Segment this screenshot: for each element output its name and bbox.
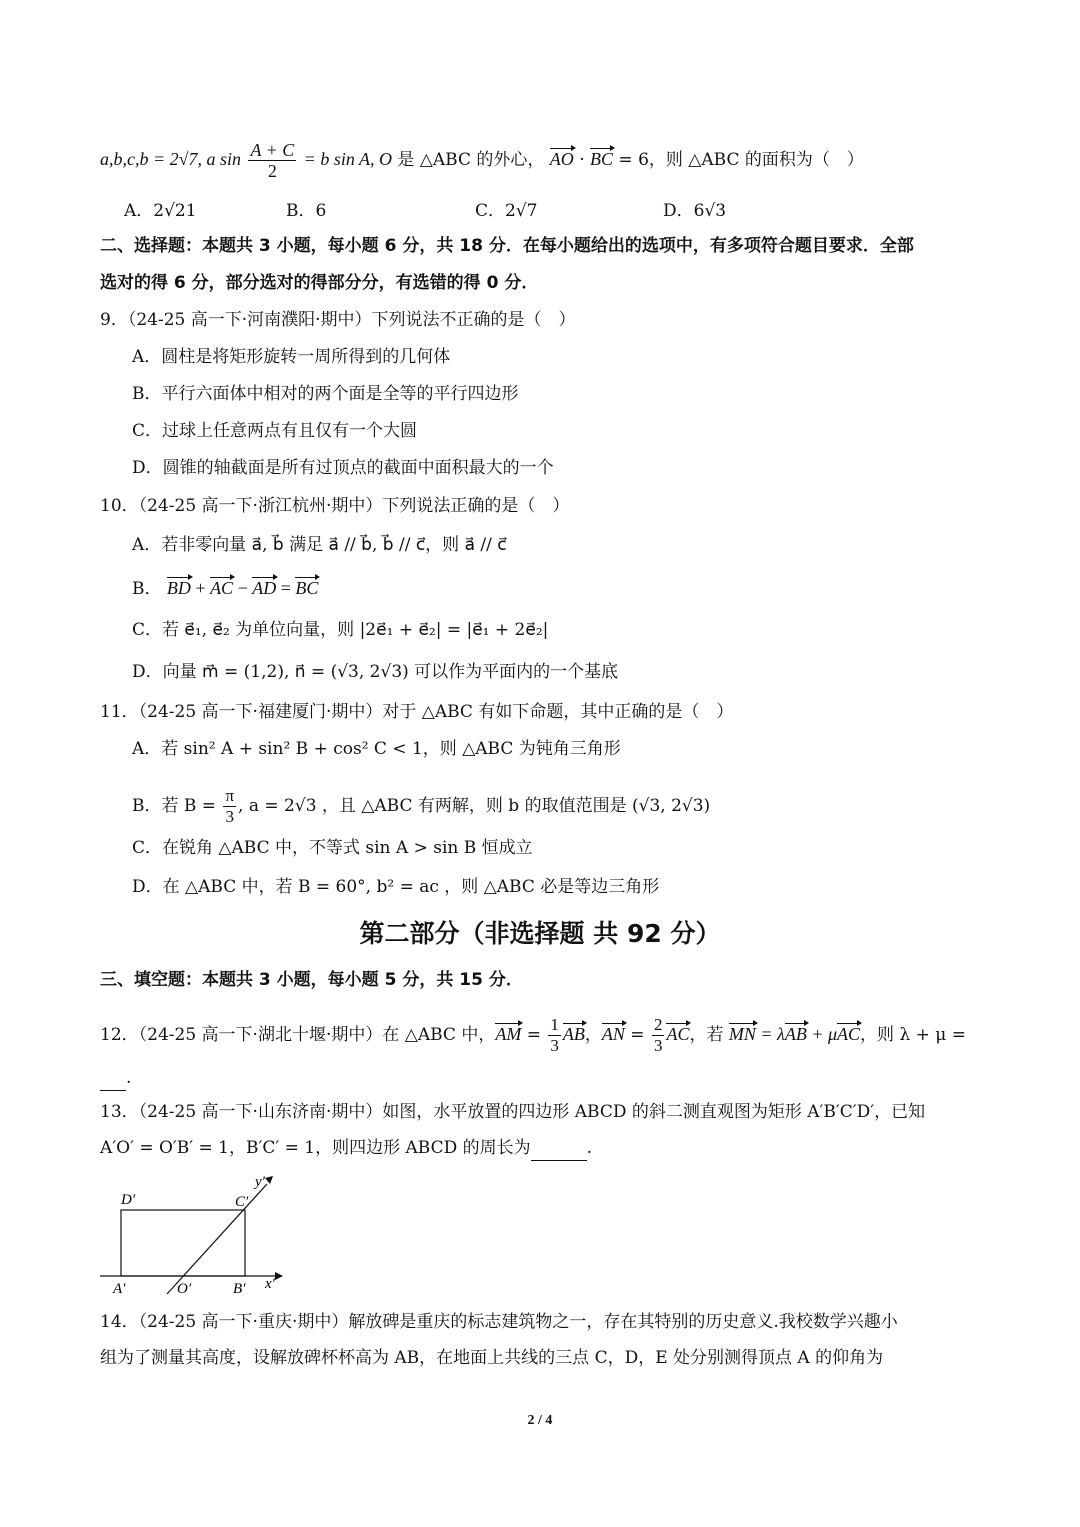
- label-o: O′: [177, 1281, 192, 1295]
- frac-den: 3: [653, 1036, 663, 1055]
- q8-stem: [100, 140, 864, 181]
- q11-option-c: C．在锐角 △ABC 中，不等式 sin A > sin B 恒成立: [132, 838, 533, 858]
- q13-stem-cont: [100, 1136, 592, 1161]
- q10-option-b: [132, 576, 318, 601]
- vector-bc: BC: [590, 149, 614, 169]
- vector: AC: [837, 1024, 861, 1044]
- op: = λ: [755, 1024, 785, 1044]
- label-b: B′: [233, 1281, 246, 1295]
- label-x: x′: [265, 1276, 275, 1292]
- vector: BC: [295, 578, 319, 598]
- q10-option-d: D．向量 m⃗ = (1,2), n⃗ = (√3, 2√3) 可以作为平面内的一个基底: [132, 662, 619, 682]
- option-text: , a = 2√3 ，且 △ABC 有两解，则 b 的取值范围是 (√3, 2√3): [238, 796, 711, 816]
- page-number: 2 / 4: [527, 1413, 553, 1428]
- q9-option-d: D．圆锥的轴截面是所有过顶点的截面中面积最大的一个: [132, 458, 554, 478]
- q10-stem: 10．（24-25 高一下·浙江杭州·期中）下列说法正确的是（ ）: [100, 496, 570, 516]
- q12-text: 12．（24-25 高一下·湖北十堰·期中）在 △ABC 中，: [100, 1025, 496, 1045]
- x-arrow: [275, 1272, 283, 1280]
- part2-title: 第二部分（非选择题 共 92 分）: [359, 919, 721, 948]
- frac-num: 1: [550, 1015, 559, 1034]
- q10-option-a: A．若非零向量 a⃗, b⃗ 满足 a⃗ // b⃗, b⃗ // c⃗，则 a⃗ // c⃗: [132, 535, 507, 555]
- option-label: B．: [132, 579, 162, 599]
- frac-den: 2: [267, 161, 277, 181]
- op: =: [624, 1025, 650, 1045]
- frac-num: A + C: [250, 140, 295, 160]
- comma: ，: [584, 1025, 602, 1045]
- frac-den: 3: [550, 1036, 559, 1055]
- q12-text: ，若: [689, 1025, 729, 1045]
- q8-fraction: [248, 140, 296, 181]
- vector: AC: [666, 1024, 690, 1044]
- op: =: [521, 1025, 547, 1045]
- q12-text: ，则 λ + μ =: [860, 1025, 966, 1045]
- y-axis: [167, 1184, 267, 1294]
- q11-option-a: A．若 sin² A + sin² B + cos² C < 1，则 △ABC 为钝角三角形: [132, 739, 621, 759]
- q12-stem: [100, 1015, 966, 1056]
- q8-math-pre: a,b,c,b = 2√7, a sin: [100, 149, 242, 169]
- q14-stem: 14．（24-25 高一下·重庆·期中）解放碑是重庆的标志建筑物之一，存在其特别的历史意义.我校数学兴趣小: [100, 1312, 898, 1332]
- label-d: D′: [121, 1192, 136, 1208]
- q12-answer-line: [100, 1066, 131, 1091]
- vector: BD: [166, 578, 191, 598]
- section3-header: 三、填空题：本题共 3 小题，每小题 5 分，共 15 分．: [100, 970, 523, 990]
- y-arrow: [265, 1176, 273, 1184]
- op: −: [233, 578, 253, 598]
- vector: MN: [728, 1024, 756, 1044]
- q11-stem: 11．（24-25 高一下·福建厦门·期中）对于 △ABC 有如下命题，其中正确的是（ ）: [100, 702, 734, 722]
- q8-math-mid: = b sin A, O: [303, 149, 392, 169]
- period: .: [126, 1068, 132, 1088]
- op: + μ: [806, 1024, 838, 1044]
- vector: AC: [210, 578, 234, 598]
- label-c: C′: [235, 1194, 249, 1210]
- vector: AD: [252, 578, 277, 598]
- answer-blank[interactable]: [100, 1066, 126, 1091]
- q9-option-a: A．圆柱是将矩形旋转一周所得到的几何体: [132, 347, 451, 367]
- vector: AB: [562, 1024, 585, 1044]
- vector: AN: [601, 1024, 625, 1044]
- q9-stem: 9．（24-25 高一下·河南濮阳·期中）下列说法不正确的是（ ）: [100, 310, 576, 330]
- q10-option-c: C．若 e⃗₁, e⃗₂ 为单位向量，则 |2e⃗₁ + e⃗₂| = |e⃗₁ + 2e⃗₂|: [132, 620, 549, 640]
- q11-option-d: D．在 △ABC 中，若 B = 60°, b² = ac ，则 △ABC 必是等边三角形: [132, 877, 660, 897]
- q11-option-b: [132, 786, 710, 827]
- fraction: [548, 1015, 561, 1056]
- q8-option-b: B．6: [286, 201, 327, 221]
- answer-blank[interactable]: [531, 1136, 587, 1161]
- q9-option-c: C．过球上任意两点有且仅有一个大圆: [132, 421, 418, 441]
- option-text: B．若 B =: [132, 796, 217, 816]
- frac-num: π: [225, 786, 235, 805]
- vector: AB: [784, 1024, 807, 1044]
- section2-header-cont: 选对的得 6 分，部分选对的得部分分，有选错的得 0 分．: [100, 273, 539, 293]
- vector-ao: AO: [549, 149, 574, 169]
- q13-text: A′O′ = O′B′ = 1，B′C′ = 1，则四边形 ABCD 的周长为: [100, 1138, 531, 1158]
- frac-num: 2: [653, 1015, 663, 1034]
- q13-stem: 13．（24-25 高一下·山东济南·期中）如图，水平放置的四边形 ABCD 的斜二测直观图为矩形 A′B′C′D′，已知: [100, 1102, 926, 1122]
- fraction: [652, 1015, 665, 1056]
- q8-text-end: = 6，则 △ABC 的面积为（ ）: [613, 150, 864, 170]
- period: .: [586, 1138, 593, 1158]
- q8-text: 是 △ABC 的外心，: [392, 150, 545, 170]
- label-a: A′: [113, 1281, 126, 1295]
- frac-den: 3: [225, 807, 234, 826]
- q8-option-c: C．2√7: [475, 201, 538, 221]
- label-y: y′: [255, 1174, 265, 1190]
- op: +: [190, 578, 211, 598]
- dot: ·: [573, 150, 591, 170]
- q9-option-b: B．平行六面体中相对的两个面是全等的平行四边形: [132, 384, 519, 404]
- rectangle-abcd: [121, 1210, 245, 1276]
- op: =: [276, 578, 296, 598]
- pi-over-3: [223, 786, 236, 827]
- q14-stem-cont: 组为了测量其高度，设解放碑杯杯高为 AB，在地面上共线的三点 C，D，E 处分别测得顶点 A 的仰角为: [100, 1348, 884, 1368]
- section2-header: 二、选择题：本题共 3 小题，每小题 6 分，共 18 分．在每小题给出的选项中，有多项符合题目要求．全部: [100, 236, 914, 256]
- vector: AM: [495, 1024, 522, 1044]
- q13-figure: [95, 1170, 295, 1295]
- q8-option-a: A．2√21: [124, 201, 197, 221]
- q8-option-d: D．6√3: [663, 201, 727, 221]
